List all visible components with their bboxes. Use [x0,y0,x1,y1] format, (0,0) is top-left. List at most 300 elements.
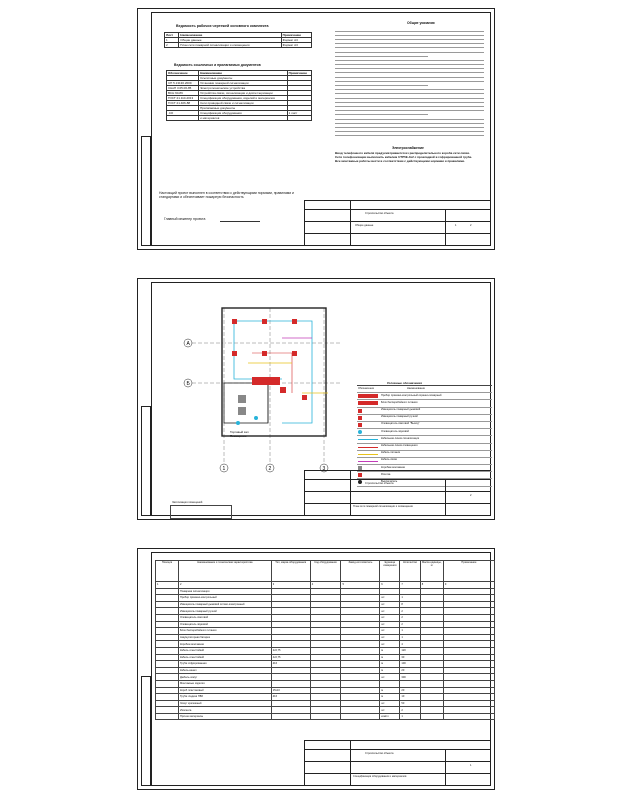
drawings-table [164,32,312,48]
table-cell: 1 [400,713,420,720]
sheet-frame [151,282,491,516]
table-cell: шт [380,628,400,635]
table-cell [341,700,380,707]
table-cell [341,647,380,654]
table-cell: Кабель-канал [178,667,271,674]
table-cell [156,614,179,621]
notes-text-line [335,127,484,128]
sheet-specification [137,548,495,790]
table-cell: 20 [400,687,420,694]
table-cell [443,687,494,694]
axis-label-1: 1 [222,466,226,472]
smoke-detector [262,351,267,356]
table-cell: шт [380,641,400,648]
table-cell [156,641,179,648]
table-cell [420,614,443,621]
sounder [254,416,258,420]
notes-text-line [335,77,484,78]
sheet-frame [151,12,491,246]
table-cell [156,661,179,668]
table-cell: 2 [400,707,420,714]
legend-head-name: Наименование [407,386,425,390]
legend-label: Коробка монтажная [381,465,405,469]
table-cell [341,641,380,648]
table-cell [443,601,494,608]
table-cell: шт [380,700,400,707]
table-cell [271,588,310,595]
table-cell [271,614,310,621]
table-cell [380,588,400,595]
table-cell [420,654,443,661]
table-cell: шт [380,595,400,602]
legend-label: Кабель питания [381,451,401,455]
table-cell: Спецификация оборудования, изделий и материалов [199,96,288,101]
table-cell: Примечание [443,561,494,582]
notes-text-line [335,35,484,36]
chief-engineer-signature: Главный инженер проекта [164,217,206,221]
table-cell [443,713,494,720]
axis-label-b: Б [186,381,190,387]
table-cell: 1 [400,628,420,635]
table-cell [310,680,341,687]
legend-header [357,385,492,393]
table-cell [341,707,380,714]
notes-text-line [335,72,484,73]
notes-text-line [335,39,484,40]
bottom-table [170,505,232,519]
table-cell [156,700,179,707]
notes-text-line [335,135,484,136]
spec-row [156,661,495,668]
table-cell [156,601,179,608]
spec-row [156,674,495,681]
table-cell [156,687,179,694]
table-cell: Установки пожарной сигнализации [199,81,288,86]
table-cell [156,654,179,661]
notes-text-line [335,31,484,32]
table-cell [420,674,443,681]
notes-title: Общие указания [407,21,435,25]
legend-symbol [358,409,362,413]
table-cell [443,608,494,615]
table-cell: 120 [400,647,420,654]
table-cell [271,674,310,681]
title-block [304,200,490,245]
notes-text-line [335,114,428,115]
table-cell [420,588,443,595]
table-cell: м [380,647,400,654]
stamp-sheets-total: 2 [470,224,472,227]
table-cell: Прочие материалы [178,713,271,720]
table-cell [443,595,494,602]
table-cell: и материалов [199,116,288,121]
legend-label: Кабельная линия сигнализации [381,436,420,440]
table-cell: Завод-изготовитель [341,561,380,582]
spec-row [156,647,495,654]
legend-row [357,415,492,422]
table-cell: Коробка монтажная [178,641,271,648]
table-cell [443,621,494,628]
table-cell [271,667,310,674]
sheet-side-strip [141,676,151,786]
spec-row [156,641,495,648]
legend-label: Блок бесперебойного питания [381,400,418,404]
table-cell: м [380,687,400,694]
table-cell [310,661,341,668]
notes-body [335,27,490,139]
table-cell: Кабель огнестойкий [178,654,271,661]
table-cell: 5 [341,582,380,589]
manual-call-point [280,387,286,393]
table-cell: 10 [400,694,420,701]
smoke-detector [292,319,297,324]
legend-row [357,408,492,415]
spec-row [156,694,495,701]
spec-row [156,707,495,714]
notes-text-line [335,131,484,132]
table-cell: Извещатель пожарный дымовой оптико-электронный [178,601,271,608]
table-cell [420,595,443,602]
table-cell [156,628,179,635]
table-cell: 4x0,75 [271,654,310,661]
table-cell [271,713,310,720]
table-cell: Наименование [199,71,288,76]
spec-row [156,667,495,674]
table-cell [341,687,380,694]
legend-label: Розетка [381,472,391,476]
table-cell: шт [380,621,400,628]
legend-row [357,458,492,465]
table-cell: 15x10 [271,687,310,694]
table-cell: Спецификация оборудования [199,111,288,116]
table-cell: 1 [400,634,420,641]
table-cell [341,713,380,720]
table-cell [420,641,443,648]
legend-symbol [358,447,378,448]
documents-title: Ведомость ссылочных и прилагаемых документов [174,63,261,67]
table-cell [420,647,443,654]
table-cell [167,116,199,121]
table-cell: СП 5.13130.2009 [167,81,199,86]
table-cell [310,687,341,694]
table-cell [443,707,494,714]
table-cell: .СО [167,111,199,116]
table-cell: Код оборудования [310,561,341,582]
table-cell: 8 [420,582,443,589]
legend-symbol [358,394,378,398]
table-cell: Ссылочные документы [199,76,288,81]
legend-row [357,393,492,400]
table-cell: Хомут крепежный [178,700,271,707]
table-cell [420,628,443,635]
table-cell: ВСН 60-89 [167,91,199,96]
sheet-frame [151,552,491,786]
spec-row [156,680,495,687]
sheet-side-strip [141,406,151,516]
table-cell: d16 [271,694,310,701]
table-cell [420,713,443,720]
sounder [236,421,240,425]
spec-row [156,634,495,641]
table-cell [156,713,179,720]
table-cell [310,667,341,674]
table-row [167,116,312,121]
reference-title: Ведомость рабочих чертежей основного комплекта [176,24,269,28]
table-cell: Количество [400,561,420,582]
table-cell: шт [380,674,400,681]
table-cell: 1 [400,595,420,602]
table-cell [271,680,310,687]
table-cell: 2 [165,43,179,48]
table-cell [420,621,443,628]
table-cell: 2x0,75 [271,647,310,654]
equipment-block [238,407,246,415]
table-cell: Примечание [281,33,311,38]
table-cell: м [380,667,400,674]
table-cell [310,601,341,608]
table-cell [310,647,341,654]
stamp-title: Строительство объекта [365,212,394,215]
legend-symbol [358,430,362,434]
legend-label: Оповещатель звуковой [381,429,409,433]
axis-label-3: 3 [322,466,326,472]
table-cell [420,601,443,608]
table-cell [443,654,494,661]
table-cell: Позиция [156,561,179,582]
table-cell [271,700,310,707]
table-cell: 1 [156,582,179,589]
table-cell [156,694,179,701]
spec-row [156,595,495,602]
table-cell: Труба гладкая ПВХ [178,694,271,701]
table-cell: Блок бесперебойного питания [178,628,271,635]
table-cell: Изолента [178,707,271,714]
table-cell [156,621,179,628]
control-panel [252,377,280,385]
table-cell: 3 [271,582,310,589]
spec-row [156,614,495,621]
title-block [304,470,490,515]
legend-row [357,429,492,436]
table-cell [156,595,179,602]
table-cell [271,595,310,602]
table-cell: Общие данные [179,38,281,43]
sheet-general-data [137,8,495,250]
notes-text-line [335,68,484,69]
table-cell: СНиП 3.05.06-85 [167,86,199,91]
spec-row [156,713,495,720]
table-cell: 1 [165,38,179,43]
spec-row [156,654,495,661]
table-cell: 100 [400,661,420,668]
table-cell: Единица измерения [380,561,400,582]
legend-symbol [358,454,378,455]
spec-row [156,608,495,615]
table-cell [341,614,380,621]
stamp-sheet-number: 1 [455,224,457,227]
table-cell [420,634,443,641]
table-cell [341,634,380,641]
table-cell: 2 [400,621,420,628]
table-cell: Примечание [287,71,311,76]
table-cell [420,661,443,668]
stamp-title: Строительство объекта [365,752,394,755]
table-cell [310,608,341,615]
documents-table [166,70,312,121]
smoke-detector [302,395,307,400]
spec-row [156,687,495,694]
table-cell [443,641,494,648]
table-cell [443,680,494,687]
spec-row [156,601,495,608]
notes-text-line [335,43,484,44]
notes-text-line [335,89,484,90]
table-cell [420,694,443,701]
table-cell: 50 [400,700,420,707]
legend-label: Извещатель пожарный ручной [381,415,418,419]
table-cell [310,654,341,661]
legend-symbol [358,439,378,440]
table-cell: 7 [400,582,420,589]
table-cell: Аккумуляторная батарея [178,634,271,641]
power-supply-title: Электроснабжение [392,146,424,150]
table-cell [271,634,310,641]
table-cell [443,647,494,654]
table-cell: шт [380,614,400,621]
table-cell [341,628,380,635]
table-cell [341,661,380,668]
table-cell [271,621,310,628]
table-cell: Тип, марка оборудования [271,561,310,582]
table-cell [310,707,341,714]
table-cell: шт [380,601,400,608]
table-cell [271,628,310,635]
notes-text-line [335,98,484,99]
table-cell: шт [380,634,400,641]
legend-row [357,451,492,458]
table-cell: 300 [400,674,420,681]
table-cell [341,654,380,661]
table-cell: шт [380,707,400,714]
legend-row [357,422,492,429]
table-cell [271,608,310,615]
spec-header-row [156,561,495,582]
table-cell [443,667,494,674]
specification-table [155,560,495,720]
table-cell: 30 [400,654,420,661]
stamp-title: Строительство объекта [365,482,394,485]
table-cell [271,707,310,714]
table-cell: 9 [443,582,494,589]
notes-text-line [335,64,484,65]
table-cell: шт [380,608,400,615]
notes-text-line [335,60,484,61]
table-cell [156,680,179,687]
table-cell [341,621,380,628]
table-cell [310,621,341,628]
table-cell [400,680,420,687]
table-cell [341,608,380,615]
table-cell: d16 [271,661,310,668]
table-cell [341,595,380,602]
smoke-detector [292,351,297,356]
notes-text-line [335,81,484,82]
spec-row [156,700,495,707]
table-cell [341,674,380,681]
table-cell [156,674,179,681]
legend-label: Кабельная линия оповещения [381,444,418,447]
notes-text-line [335,119,484,120]
table-cell [420,667,443,674]
table-cell: Пожарная сигнализация [178,588,271,595]
table-cell [341,588,380,595]
table-cell: Монтажные изделия [178,680,271,687]
table-cell: Формат А3 [281,38,311,43]
table-cell: Формат А3 [281,43,311,48]
table-cell [156,634,179,641]
compliance-statement: Настоящий проект выполнен в соответствии с действующими нормами, правилами и стандартами и обеспечивает пожарную безопасность [159,191,294,199]
table-cell [310,694,341,701]
table-cell [156,588,179,595]
spec-row [156,588,495,595]
legend-symbol [358,401,378,405]
table-cell [287,116,311,121]
floor-plan-drawing [152,283,352,483]
signal-cable-route [234,321,282,379]
table-cell [443,674,494,681]
table-cell [443,661,494,668]
table-cell: Сети проводной связи и сигнализации [199,101,288,106]
notes-bold-3: Все монтажные работы вести в соответствии с действующими нормами и правилами. [335,159,465,163]
legend-symbol [358,461,378,462]
table-cell: Обозначение [167,71,199,76]
notes-text-line [335,56,428,57]
notes-text-line [335,93,484,94]
stamp-sheet-number: 1 [470,764,472,767]
table-cell: 4 [400,641,420,648]
table-cell: Прилагаемые документы [199,106,288,111]
table-cell [310,674,341,681]
table-cell [310,614,341,621]
legend-row [357,444,492,451]
table-cell [443,628,494,635]
legend-label: Извещатель пожарный дымовой [381,408,421,412]
table-cell [310,634,341,641]
notes-text-line [335,85,428,86]
smoke-detector [232,351,237,356]
legend-symbol [358,423,362,427]
notes-text-line [335,102,484,103]
table-cell [310,628,341,635]
legend-head-symbol: Обозначение [358,386,375,390]
spec-number-row [156,582,495,589]
table-cell: Наименование [179,33,281,38]
table-cell [310,595,341,602]
legend-row [357,400,492,407]
notes-text-line [335,47,484,48]
legend-label: Кабель связи [381,458,398,462]
axis-label-a: А [186,341,190,347]
table-cell [443,634,494,641]
spec-row [156,621,495,628]
bottom-table-title: Экспликация помещений [172,501,203,504]
room-label: Торговый зал [230,430,249,434]
spec-row [156,628,495,635]
table-cell: 2 [400,614,420,621]
table-cell [271,601,310,608]
table-cell [156,667,179,674]
table-cell: Кабель огнестойкий [178,647,271,654]
